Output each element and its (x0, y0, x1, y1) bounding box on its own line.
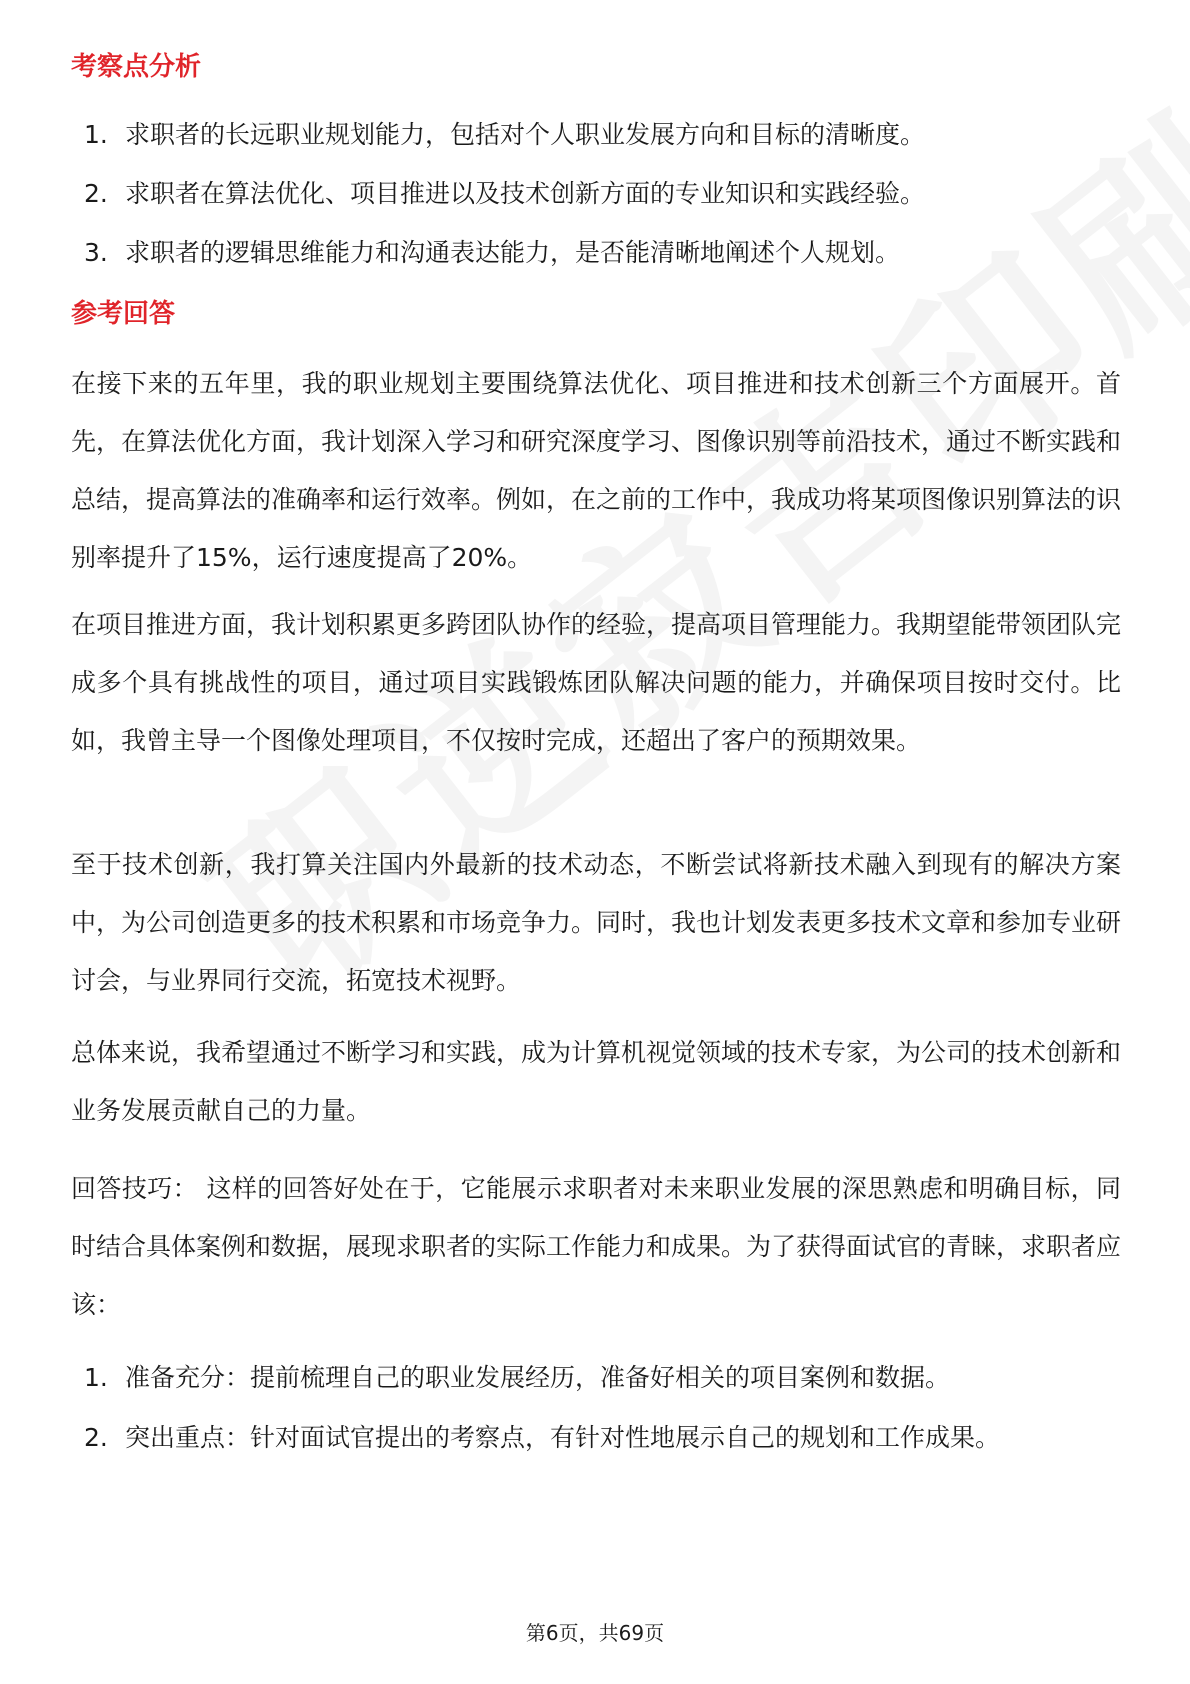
answer-paragraph-1: 在接下来的五年里，我的职业规划主要围绕算法优化、项目推进和技术创新三个方面展开。首先，在算法优化方面，我计划深入学习和研究深度学习、图像识别等前沿技术，通过不断实践和总结，提高算法的准确率和运行效率。例如，在之前的工作中，我成功将某项图像识别算法的识别率提升了15%，运行速度提高了20%。 (71, 369, 1122, 572)
list-item (0, 1414, 1190, 1461)
analysis-list (0, 120, 1190, 297)
list-item-text: 求职者的逻辑思维能力和沟通表达能力，是否能清晰地阐述个人规划。 (125, 238, 901, 267)
list-item-number: 2. (84, 179, 108, 208)
section-title-answer: 参考回答 (71, 299, 176, 329)
answer-paragraph-3: 至于技术创新，我打算关注国内外最新的技术动态，不断尝试将新技术融入到现有的解决方案中，为公司创造更多的技术积累和市场竞争力。同时，我也计划发表更多技术文章和参加专业研讨会，与业界同行交流，拓宽技术视野。 (71, 850, 1122, 995)
list-item (0, 238, 1190, 268)
list-item-number: 2. (84, 1423, 108, 1452)
tips-list (0, 1363, 1190, 1490)
list-item-text: 突出重点：针对面试官提出的考察点，有针对性地展示自己的规划和工作成果。 (125, 1423, 1001, 1452)
list-item (0, 1363, 1190, 1393)
list-item-number: 1. (84, 120, 108, 149)
answer-paragraph-4: 总体来说，我希望通过不断学习和实践，成为计算机视觉领域的技术专家，为公司的技术创新和业务发展贡献自己的力量。 (71, 1038, 1122, 1125)
list-item-number: 1. (84, 1363, 108, 1392)
list-item-text: 求职者在算法优化、项目推进以及技术创新方面的专业知识和实践经验。 (125, 179, 926, 208)
list-item (0, 179, 1190, 209)
list-item (0, 120, 1190, 150)
list-item-text: 准备充分：提前梳理自己的职业发展经历，准备好相关的项目案例和数据。 (125, 1363, 951, 1392)
list-item-number: 3. (84, 238, 108, 267)
answer-tips-intro: 回答技巧： 这样的回答好处在于，它能展示求职者对未来职业发展的深思熟虑和明确目标，同时结合具体案例和数据，展现求职者的实际工作能力和成果。为了获得面试官的青睐，求职者应该： (71, 1174, 1122, 1319)
answer-paragraph-2: 在项目推进方面，我计划积累更多跨团队协作的经验，提高项目管理能力。我期望能带领团队完成多个具有挑战性的项目，通过项目实践锻炼团队解决问题的能力，并确保项目按时交付。比如，我曾主导一个图像处理项目，不仅按时完成，还超出了客户的预期效果。 (71, 610, 1122, 755)
list-item-text: 求职者的长远职业规划能力，包括对个人职业发展方向和目标的清晰度。 (125, 120, 926, 149)
section-title-analysis: 考察点分析 (71, 52, 202, 82)
page-number: 第6页，共69页 (525, 1621, 665, 1645)
